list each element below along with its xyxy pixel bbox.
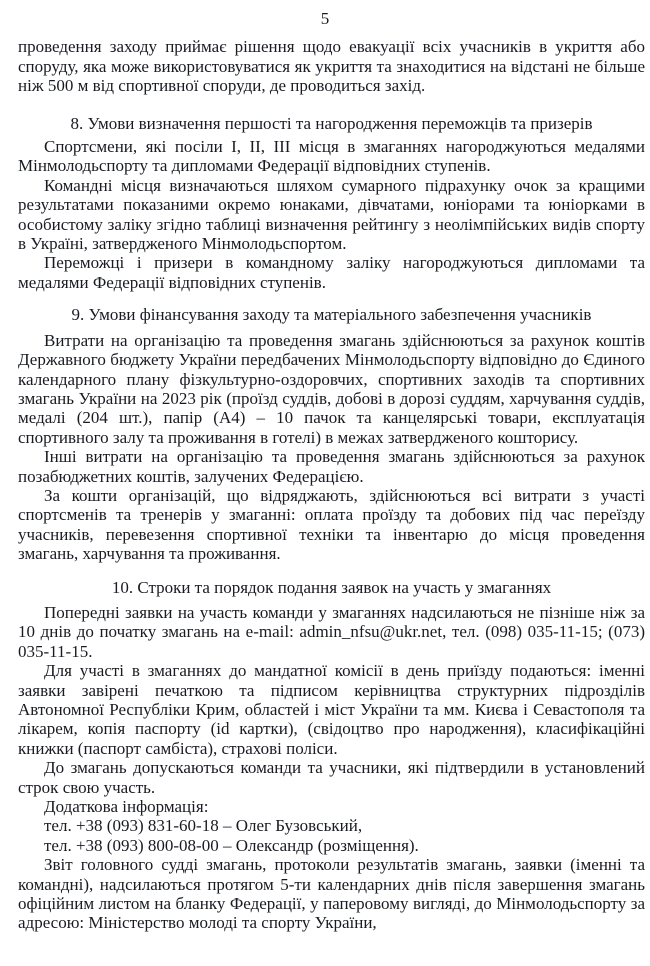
section-heading-10: 10. Строки та порядок подання заявок на участь у змаганнях bbox=[111, 577, 552, 597]
body-paragraph: Звіт головного судді змагань, протоколи результатів змагань, заявки (іменні та командні), надсилаються протягом 5-ти календарних днів після завершення змагань офіційним листом на бланку Федерації, у паперовому вигляді, до Мінмолодьспорту за адресою: Міністерство молоді та спорту України, bbox=[18, 855, 645, 933]
contact-phone-line: тел. +38 (093) 800-08-00 – Олександр (розміщення). bbox=[44, 835, 419, 855]
section-heading-9: 9. Умови фінансування заходу та матеріального забезпечення учасників bbox=[71, 305, 592, 325]
body-paragraph: Інші витрати на організацію та проведення змагань здійснюються за рахунок позабюджетних коштів, залучених Федерацією. bbox=[18, 447, 645, 486]
body-paragraph-email-contact: Попередні заявки на участь команди у змаганнях надсилаються не пізніше ніж за 10 днів до початку змагань на e-mail: admin_nfsu@ukr.net, тел. (098) 035-11-15; (073) 035-11-15. bbox=[18, 602, 645, 661]
body-paragraph: Командні місця визначаються шляхом сумарного підрахунку очок за кращими результатами показаними окремо юнаками, дівчатами, юніорами та юніорками в особистому заліку згідно таблиці визначення рейтингу з неолімпійських видів спорту в Україні, затвердженого Мінмолодьспортом. bbox=[18, 175, 645, 254]
body-paragraph-continuation: проведення заходу приймає рішення щодо евакуації всіх учасників в укриття або споруду, яка може використовуватися як укриття та знаходитися на відстані не більше ніж 500 м від спортивної споруди, де проводиться захід. bbox=[18, 37, 645, 96]
additional-info-label: Додаткова інформація: bbox=[44, 797, 209, 817]
section-heading-8: 8. Умови визначення першості та нагородження переможців та призерів bbox=[70, 113, 593, 133]
body-paragraph: Переможці і призери в командному заліку нагороджуються дипломами та медалями Федерації відповідних ступенів. bbox=[18, 253, 645, 292]
body-paragraph: За кошти організацій, що відряджають, здійснюються всі витрати з участі спортсменів та тренерів у змаганні: оплата проїзду та добових під час переїзду учасників, перевезення спортивної техніки та інвентарю до місця проведення змагань, харчування та проживання. bbox=[18, 485, 645, 564]
body-paragraph: До змагань допускаються команди та учасники, які підтвердили в установлений строк свою участь. bbox=[18, 758, 645, 797]
page-number: 5 bbox=[320, 9, 330, 28]
body-paragraph: Витрати на організацію та проведення змагань здійснюються за рахунок коштів Державного бюджету України передбачених Мінмолодьспорту відповідно до Єдиного календарного плану фізкультурно-оздоровчих, спортивних заходів та спортивних змагань України на 2023 рік (проїзд суддів, добові в дорозі суддям, харчування суддів, медалі (204 шт.), папір (А4) – 10 пачок та канцелярські товари, експлуатація спортивного залу та проживання в готелі) в межах затвердженого кошторису. bbox=[18, 330, 645, 447]
body-paragraph: Спортсмени, які посіли І, ІІ, ІІІ місця в змаганнях нагороджуються медалями Мінмолодьспорту та дипломами Федерації відповідних ступенів. bbox=[18, 137, 645, 176]
contact-phone-line: тел. +38 (093) 831-60-18 – Олег Бузовський, bbox=[44, 816, 363, 836]
body-paragraph: Для участі в змаганнях до мандатної комісії в день приїзду подаються: іменні заявки завірені печаткою та підписом керівництва структурних підрозділів Автономної Республіки Крим, областей і міст України та мм. Києва і Севастополя та лікарем, копія паспорту (id картки), (свідоцтво про народження), класифікаційні книжки (паспорт самбіста), страхові поліси. bbox=[18, 661, 645, 758]
